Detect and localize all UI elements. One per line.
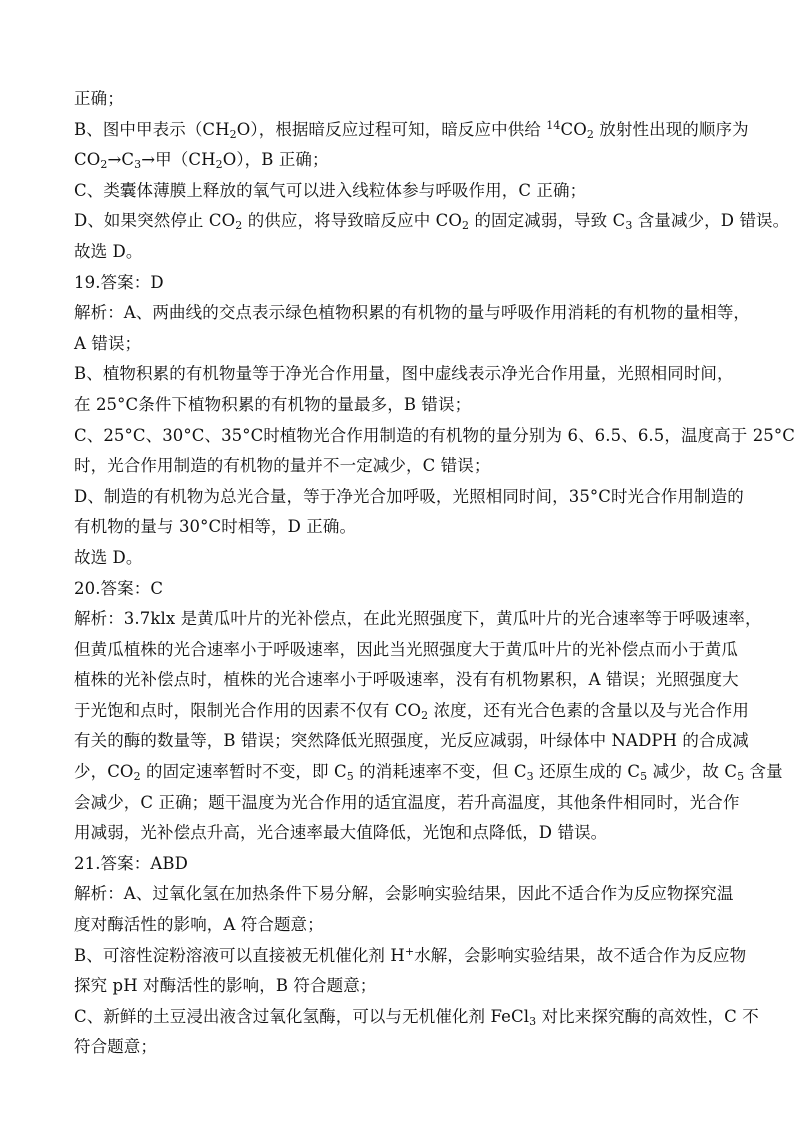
text-line: 解析：A、两曲线的交点表示绿色植物积累的有机物的量与呼吸作用消耗的有机物的量相等，	[74, 303, 751, 323]
text-line: 会减少，C 正确；题干温度为光合作用的适宜温度，若升高温度，其他条件相同时，光合作	[74, 792, 740, 812]
text-line: 故选 D。	[74, 547, 143, 567]
text-line: 有机物的量与 30°C时相等，D 正确。	[74, 517, 357, 537]
text-line: 于光饱和点时，限制光合作用的因素不仅有 $CO_2$ 浓度，还有光合色素的含量以及与光合作用	[74, 700, 749, 722]
text-line: 21.答案：ABD	[74, 853, 188, 873]
text-line: B、可溶性淀粉溶液可以直接被无机催化剂 H+水解，会影响实验结果，故不适合作为反应物	[74, 944, 747, 965]
text-line: 符合题意；	[74, 1037, 157, 1057]
text-line: 度对酶活性的影响，A 符合题意；	[74, 915, 324, 935]
text-line: D、制造的有机物为总光合量，等于净光合加呼吸，光照相同时间，35°C时光合作用制造的	[74, 486, 744, 506]
text-line: 探究 pH 对酶活性的影响，B 符合题意；	[74, 976, 377, 996]
text-line: 少，$CO_2$ 的固定速率暂时不变，即 $C_5$ 的消耗速率不变，但 $C_3$ 还原生成的 $C_5$ 减少，故 $C_5$ 含量	[74, 762, 783, 784]
text-line: B、植物积累的有机物量等于净光合作用量，图中虚线表示净光合作用量，光照相同时间，	[74, 364, 734, 384]
text-line: 植株的光补偿点时，植株的光合速率小于呼吸速率，没有有机物累积，A 错误；光照强度大	[74, 670, 739, 690]
text-line: 时，光合作用制造的有机物的量并不一定减少，C 错误；	[74, 456, 491, 476]
text-line: A 错误；	[74, 333, 142, 353]
text-line: C、新鲜的土豆浸出液含过氧化氢酶，可以与无机催化剂 FeCl$_3$ 对比来探究酶的高效性，C 不	[74, 1006, 759, 1028]
text-line: 正确；	[74, 89, 124, 108]
text-line: C、25°C、30°C、35°C时植物光合作用制造的有机物的量分别为 6、6.5、6.5，温度高于 25°C	[74, 425, 795, 445]
text-line: 有关的酶的数量等，B 错误；突然降低光照强度，光反应减弱，叶绿体中 NADPH 的合成减	[74, 731, 749, 751]
text-line: 在 25°C条件下植物积累的有机物的量最多，B 错误；	[74, 394, 472, 414]
text-line: 解析：A、过氧化氢在加热条件下易分解，会影响实验结果，因此不适合作为反应物探究温	[74, 884, 734, 904]
text-line: 用减弱，光补偿点升高，光合速率最大值降低，光饱和点降低，D 错误。	[74, 823, 608, 843]
text-line: 19.答案：D	[74, 272, 164, 292]
text-line: B、图中甲表示$(CH_2O)$，根据暗反应过程可知，暗反应中供给 $^{14}CO_2$ 放射性出现的顺序为	[74, 118, 749, 141]
text-line: C、类囊体薄膜上释放的氧气可以进入线粒体参与呼吸作用，C 正确；	[74, 180, 587, 200]
text-line: 20.答案：C	[74, 578, 164, 598]
text-body	[74, 84, 795, 1063]
text-line: 故选 D。	[74, 241, 143, 261]
text-line: 但黄瓜植株的光合速率小于呼吸速率，因此当光照强度大于黄瓜叶片的光补偿点而小于黄瓜	[74, 639, 738, 659]
text-line: $CO_2\to C_3\to$甲$(CH_2O)$，B 正确；	[74, 150, 329, 172]
text-line: 解析：3.7klx 是黄瓜叶片的光补偿点，在此光照强度下，黄瓜叶片的光合速率等于呼吸速率，	[74, 609, 762, 629]
text-line: D、如果突然停止 $CO_2$ 的供应，将导致暗反应中 $CO_2$ 的固定减弱，导致 $C_3$ 含量减少，D 错误。	[74, 211, 790, 233]
